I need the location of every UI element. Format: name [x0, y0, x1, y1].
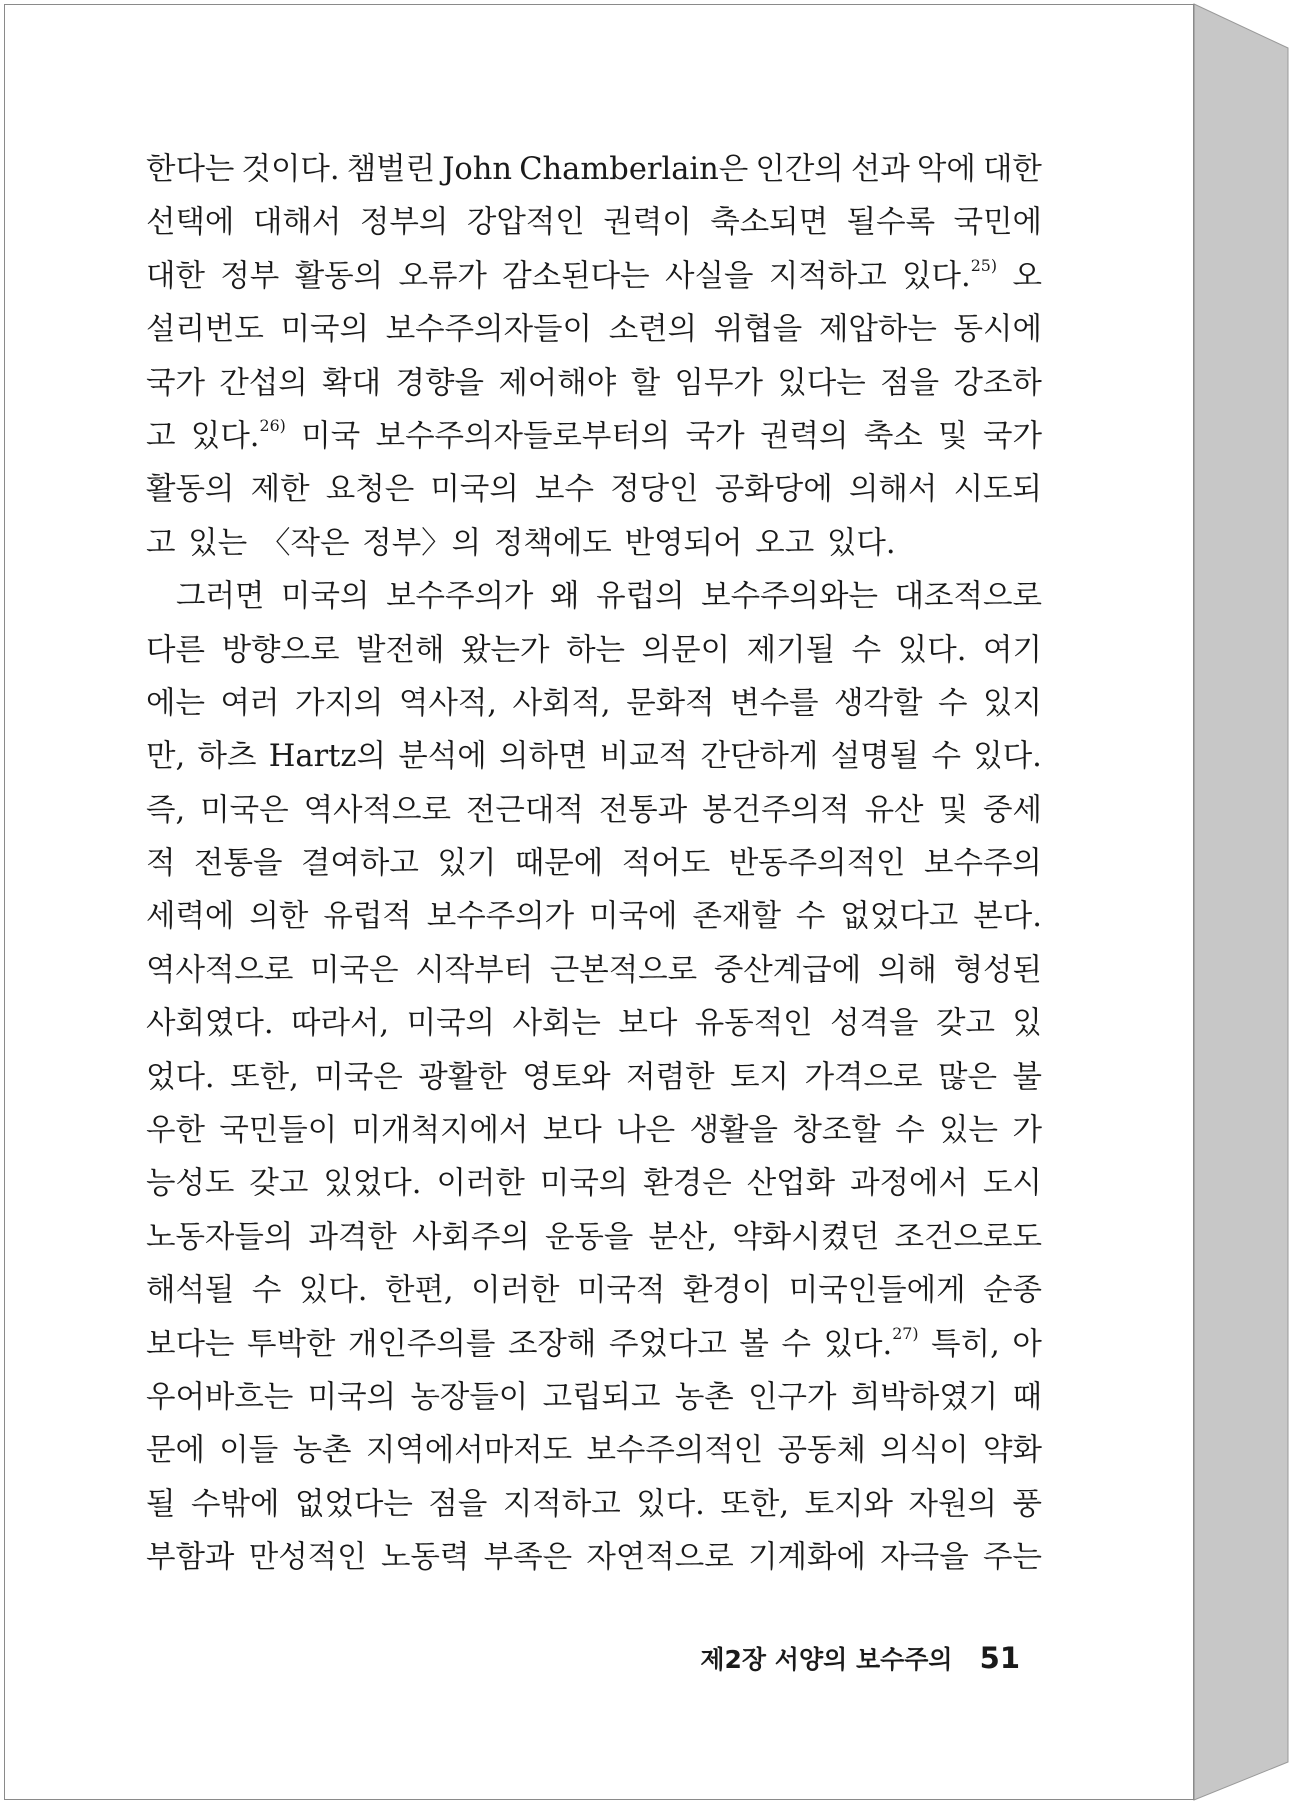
word: 과격한 [308, 1219, 397, 1255]
word: 보다 [542, 1113, 602, 1149]
word: 사실을 [665, 258, 754, 294]
word: 자극을 [880, 1540, 969, 1576]
word: 사회주의 [411, 1219, 530, 1255]
word: 제한 [250, 472, 310, 508]
word: 보수주의가 [386, 579, 534, 615]
word: 또한, [720, 1486, 790, 1522]
word: 발전해 [356, 632, 445, 668]
word: 미국은 [314, 1059, 403, 1095]
word: 생각할 [834, 685, 923, 721]
word: 인구가 [748, 1379, 837, 1415]
word: 가격으로 [804, 1059, 923, 1095]
word: Hartz의 [268, 739, 386, 775]
word: 미국 [301, 418, 361, 454]
word: 결여하고 [300, 846, 419, 882]
word: 감소된다는 [502, 258, 650, 294]
word: 미국적 [577, 1273, 666, 1309]
word: 해석될 [146, 1273, 235, 1309]
word: 갖고 [936, 1006, 995, 1042]
word: 있다.$^{26)}$ [190, 415, 286, 454]
text-line [146, 357, 1042, 410]
word: 우한 [146, 1113, 205, 1149]
text-line [146, 677, 1042, 730]
text-line [146, 1104, 1042, 1157]
word: 있 [1012, 1006, 1042, 1042]
word: 보수 [535, 472, 594, 508]
word: 축소 [863, 418, 923, 454]
word: 간섭의 [219, 365, 308, 401]
word: 사회적, [512, 685, 611, 721]
word: 특히, [931, 1326, 1000, 1362]
word: 수 [251, 1273, 282, 1309]
word: 환경이 [682, 1273, 772, 1309]
word: 권력의 [760, 418, 849, 454]
text-line [146, 143, 1042, 196]
word: 〈작은 [260, 525, 350, 561]
word: 의식이 [880, 1433, 969, 1469]
word: 약화시켰던 [732, 1219, 880, 1255]
word: 유럽적 [323, 899, 412, 935]
word: 희박하였기 [850, 1379, 999, 1415]
word: 요청은 [325, 472, 415, 508]
word: 분석에 [398, 739, 487, 775]
word: 있다.$^{27)}$ [823, 1323, 919, 1362]
word: 주었다고 [608, 1326, 727, 1362]
word: 및 [938, 418, 968, 454]
word: 볼 [739, 1326, 769, 1362]
word: 농촌 [674, 1379, 734, 1415]
word: 의해 [877, 952, 937, 988]
word: 변수를 [730, 685, 819, 721]
word: 대해서 [252, 205, 342, 241]
word: 기계화에 [748, 1540, 866, 1576]
word: 점을 [428, 1486, 488, 1522]
word: 비교적 [599, 739, 689, 775]
word: 전통과 [598, 792, 688, 828]
word: 대조적으로 [894, 579, 1042, 615]
word: 과정에서 [850, 1166, 968, 1202]
text-line [146, 1264, 1042, 1317]
text-line [146, 890, 1042, 943]
word: 산업화 [746, 1166, 836, 1202]
text-line [146, 1051, 1042, 1104]
word: 분산, [648, 1219, 718, 1255]
word: 광활한 [418, 1059, 507, 1095]
word: 아 [1012, 1326, 1042, 1362]
word: 농장들이 [410, 1379, 529, 1415]
word: 봉건주의적 [702, 792, 850, 828]
word: 오고 [755, 525, 815, 561]
word: 전통을 [194, 846, 283, 882]
word: John [442, 152, 513, 187]
text-line [146, 1371, 1042, 1424]
word: 미국은 [310, 952, 399, 988]
word: 활동의 [146, 472, 235, 508]
text-line [146, 1211, 1042, 1264]
word: 운동을 [544, 1219, 634, 1255]
text-line [146, 570, 1042, 623]
text-line [146, 837, 1042, 890]
word: 보수주의자들이 [385, 312, 592, 348]
word: 오 [1012, 258, 1042, 294]
word: 강조하 [953, 365, 1042, 401]
word: 본다. [973, 899, 1042, 935]
word: 우어바흐는 [146, 1379, 294, 1415]
word: 문화적 [626, 685, 715, 721]
word: 투박한 [247, 1326, 336, 1362]
word: 부함과 [146, 1540, 235, 1576]
word: 될 [146, 1486, 176, 1522]
word: 설명될 [830, 739, 920, 775]
word: 수밖에 [191, 1486, 280, 1522]
word: 보다 [618, 1006, 678, 1042]
word: 제기될 [746, 632, 836, 668]
text-line [146, 410, 1042, 463]
word: 국가 [685, 418, 745, 454]
word: 수 [851, 632, 882, 668]
word: 임무가 [674, 365, 763, 401]
word: 챔벌린 [346, 152, 436, 187]
text-line [146, 730, 1042, 783]
word: 하는 [566, 632, 626, 668]
word: 있는 [188, 525, 248, 561]
word: 문에 [146, 1433, 205, 1469]
word: 가지의 [294, 685, 384, 721]
word: 공화당에 [714, 472, 833, 508]
word: 축소되면 [710, 205, 829, 241]
word: 의해서 [848, 472, 938, 508]
text-line [146, 463, 1042, 516]
word: 소련의 [608, 312, 698, 348]
text-line [146, 250, 1042, 303]
word: 역사적, [398, 685, 497, 721]
chapter-title: 제2장 서양의 보수주의 [700, 1645, 953, 1674]
word: 이러한 [471, 1273, 560, 1309]
word: 있기 [437, 846, 497, 882]
word: 영토와 [522, 1059, 611, 1095]
word: 가 [1012, 1113, 1042, 1149]
word: 미국의 [539, 1166, 629, 1202]
word: 전근대적 [465, 792, 584, 828]
word: 강압적인 [466, 205, 585, 241]
word: 할 [630, 365, 661, 401]
word: 었다. [146, 1059, 215, 1095]
word: 보수주의가 [426, 899, 575, 935]
word: 국민에 [953, 205, 1042, 241]
word: 유럽의 [596, 579, 685, 615]
word: 때문에 [514, 846, 604, 882]
word: 때 [1012, 1379, 1042, 1415]
word: 역사적으로 [146, 952, 294, 988]
word: 조장해 [507, 1326, 597, 1362]
word: 노동력 [380, 1540, 470, 1576]
word: 의하면 [499, 739, 588, 775]
word: 적 [146, 846, 176, 882]
word: 점을 [880, 365, 940, 401]
word: 미국의 [281, 579, 370, 615]
word: 있는 [939, 1113, 999, 1149]
word: 개인주의를 [348, 1326, 496, 1362]
word: 동시에 [953, 312, 1042, 348]
word: 지적하고 [768, 258, 887, 294]
word: 미국의 [280, 312, 369, 348]
word: 제어해야 [498, 365, 617, 401]
word: 나은 [616, 1113, 676, 1149]
word: 중세 [983, 792, 1042, 828]
word: 악에 [916, 152, 976, 187]
word: 될수록 [846, 205, 936, 241]
word: 이들 [219, 1433, 279, 1469]
word: 고 [146, 525, 176, 561]
word: 미국은 [200, 792, 289, 828]
word: 지적하고 [502, 1486, 621, 1522]
word: 왜 [550, 579, 580, 615]
word: Chamberlain은 [519, 152, 749, 187]
body-text [146, 143, 1042, 1585]
footnote-marker: 26) [259, 415, 286, 435]
word: 수 [795, 899, 826, 935]
word: 인간의 [755, 152, 844, 187]
word: 사회는 [512, 1006, 601, 1042]
word: 있지 [983, 685, 1042, 721]
text-line [146, 196, 1042, 249]
text-line [146, 1478, 1042, 1531]
text-line [146, 303, 1042, 356]
word: 따라서, [291, 1006, 390, 1042]
word: 보수주의적인 [586, 1433, 764, 1469]
page-number: 51 [979, 1641, 1020, 1675]
word: 제압하는 [818, 312, 937, 348]
word: 즉, [146, 792, 186, 828]
word: 순종 [983, 1273, 1042, 1309]
word: 대한 [146, 258, 205, 294]
text-line [146, 1318, 1042, 1371]
word: 선택에 [146, 205, 235, 241]
word: 있다. [897, 632, 967, 668]
word: 중산계급에 [713, 952, 862, 988]
word: 여기 [983, 632, 1042, 668]
word: 있다. [298, 1273, 368, 1309]
word: 시작부터 [415, 952, 534, 988]
word: 능성도 [146, 1166, 235, 1202]
word: 시도되 [953, 472, 1042, 508]
word: 유동적인 [694, 1006, 813, 1042]
word: 저렴한 [626, 1059, 715, 1095]
word: 고 [146, 418, 176, 454]
word: 토지와 [804, 1486, 893, 1522]
word: 노동자들의 [146, 1219, 294, 1255]
word: 활동의 [294, 258, 384, 294]
word: 여러 [220, 685, 280, 721]
word: 갖고 [249, 1166, 309, 1202]
text-line [146, 1531, 1042, 1584]
footnote-marker: 25) [970, 255, 998, 275]
word: 미국인들에게 [788, 1273, 966, 1309]
word: 있다. [973, 739, 1042, 775]
word: 방향으로 [221, 632, 340, 668]
word: 형성된 [953, 952, 1042, 988]
word: 정부〉의 [362, 525, 482, 561]
word: 지역에서마저도 [365, 1433, 573, 1469]
text-line [146, 624, 1042, 677]
word: 미국에 [589, 899, 678, 935]
word: 경향을 [395, 365, 484, 401]
word: 보다는 [146, 1326, 235, 1362]
word: 정부 [220, 258, 280, 294]
word: 고립되고 [542, 1379, 661, 1415]
word: 풍 [1012, 1486, 1042, 1522]
word: 에는 [146, 685, 205, 721]
word: 불 [1012, 1059, 1042, 1095]
word: 간단하게 [700, 739, 819, 775]
word: 자연적으로 [586, 1540, 734, 1576]
footnote-marker: 27) [892, 1323, 919, 1343]
word: 성격을 [830, 1006, 919, 1042]
word: 보수주의 [924, 846, 1042, 882]
word: 만, [146, 739, 186, 775]
word: 오류가 [398, 258, 487, 294]
word: 이러한 [436, 1166, 525, 1202]
text-line [146, 1157, 1042, 1210]
word: 정책에도 [493, 525, 612, 561]
word: 확대 [322, 365, 382, 401]
word: 그러면 [176, 579, 265, 615]
word: 보수주의자들로부터의 [375, 418, 671, 454]
word: 보수주의와는 [701, 579, 878, 615]
word: 및 [938, 792, 968, 828]
word: 또한, [230, 1059, 299, 1095]
word: 정부의 [359, 205, 449, 241]
text-line [146, 784, 1042, 837]
word: 적어도 [621, 846, 711, 882]
word: 미개척지에서 [351, 1113, 529, 1149]
text-line [146, 944, 1042, 997]
word: 공동체 [777, 1433, 866, 1469]
text-line [146, 997, 1042, 1050]
word: 유산 [864, 792, 924, 828]
word: 정당인 [610, 472, 699, 508]
text-line [146, 1424, 1042, 1477]
word: 창조할 [792, 1113, 881, 1149]
word: 선과 [850, 152, 910, 187]
word: 있다. [636, 1486, 705, 1522]
word: 미국의 [406, 1006, 495, 1042]
word: 도시 [982, 1166, 1042, 1202]
word: 주는 [983, 1540, 1042, 1576]
word: 있다는 [777, 365, 866, 401]
word: 의한 [249, 899, 309, 935]
word: 많은 [937, 1059, 997, 1095]
word: 한편, [384, 1273, 454, 1309]
word: 있었다. [323, 1166, 422, 1202]
word: 사회였다. [146, 1006, 274, 1042]
word: 존재할 [692, 899, 781, 935]
word: 자원의 [908, 1486, 997, 1522]
word: 있다. [826, 525, 896, 561]
word: 있다.$^{25)}$ [902, 255, 998, 294]
word: 없었다는 [294, 1486, 413, 1522]
word: 토지 [730, 1059, 790, 1095]
word: 조건으로도 [894, 1219, 1042, 1255]
word: 다른 [146, 632, 205, 668]
word: 수 [895, 1113, 925, 1149]
word: 위협을 [713, 312, 803, 348]
word: 수 [931, 739, 961, 775]
word: 국가 [146, 365, 205, 401]
word: 수 [781, 1326, 811, 1362]
word: 만성적인 [248, 1540, 367, 1576]
word: 환경은 [643, 1166, 732, 1202]
word: 반영되어 [624, 525, 743, 561]
word: 설리번도 [146, 312, 264, 348]
page-footer [700, 1640, 1020, 1676]
word: 의문이 [641, 632, 731, 668]
word: 부족은 [483, 1540, 573, 1576]
word: 국가 [983, 418, 1042, 454]
word: 하츠 [197, 739, 257, 775]
word: 미국의 [430, 472, 519, 508]
word: 세력에 [146, 899, 235, 935]
word: 근본적으로 [549, 952, 698, 988]
word: 한다는 [146, 152, 235, 187]
word: 없었다고 [840, 899, 959, 935]
word: 농촌 [292, 1433, 352, 1469]
word: 반동주의적인 [728, 846, 906, 882]
word: 약화 [983, 1433, 1042, 1469]
word: 국민들이 [219, 1113, 338, 1149]
word: 수 [938, 685, 968, 721]
word: 것이다. [241, 152, 340, 187]
word: 대한 [982, 152, 1042, 187]
word: 역사적으로 [303, 792, 451, 828]
word: 미국의 [307, 1379, 397, 1415]
word: 생활을 [689, 1113, 778, 1149]
word: 권력이 [603, 205, 692, 241]
text-line [146, 517, 1042, 570]
word: 왔는가 [461, 632, 550, 668]
